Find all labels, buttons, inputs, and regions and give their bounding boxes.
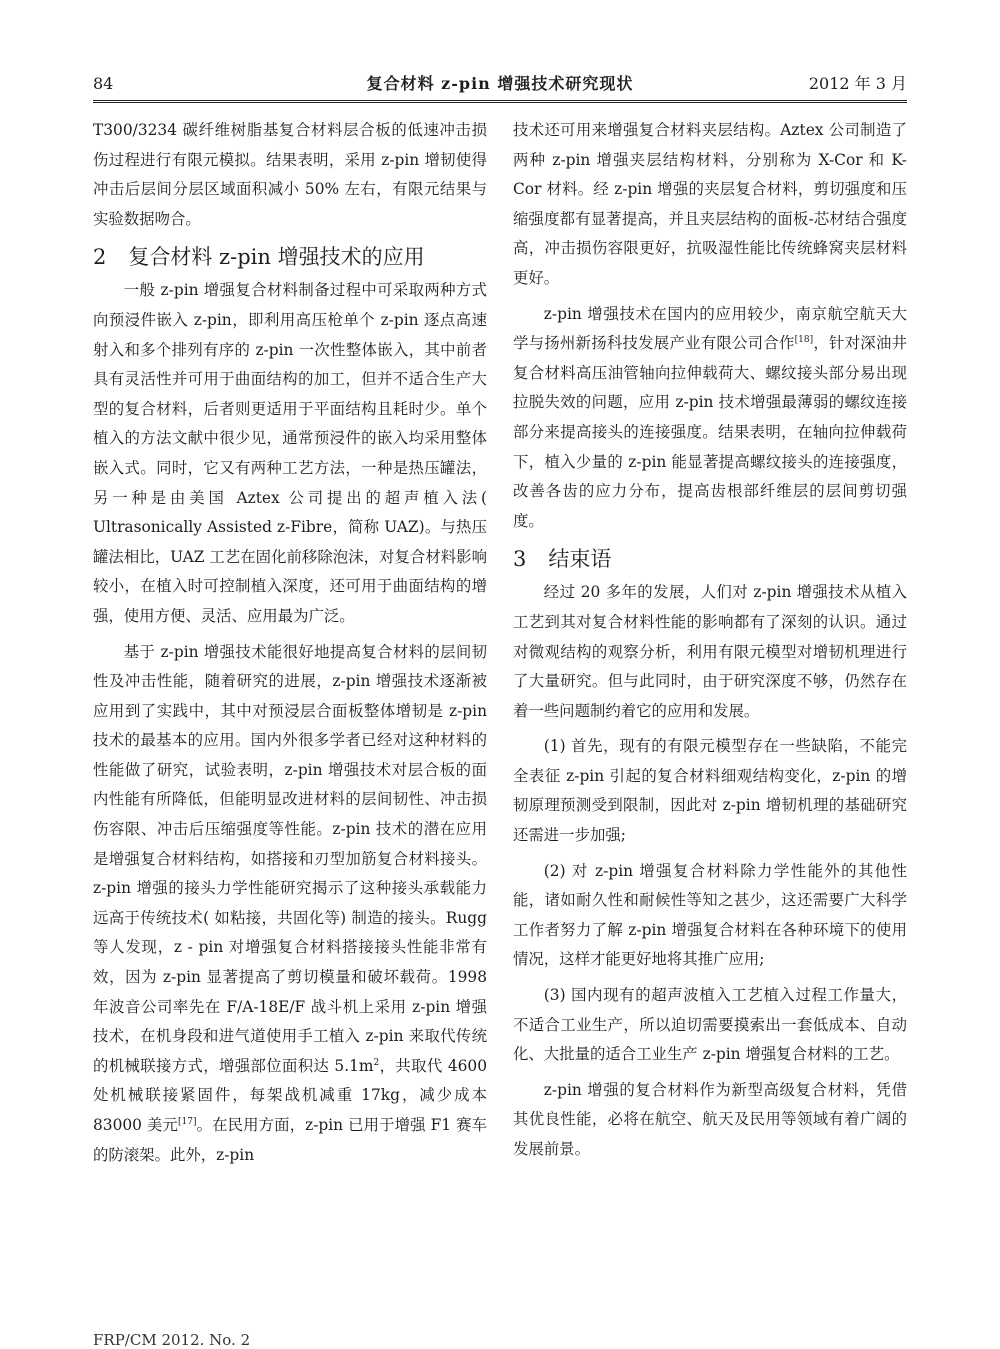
- paragraph: 经过 20 多年的发展，人们对 z-pin 增强技术从植入工艺到其对复合材料性能的影响都有了深刻的认识。通过对微观结构的观察分析，利用有限元模型对增韧机理进行了大量研究。但与此同时，由于研究深度不够，仍然存在着一些问题制约着它的应用和发展。: [513, 583, 907, 720]
- section-number: 2: [93, 245, 107, 270]
- paragraph: [93, 638, 487, 1171]
- paragraph: 一般 z-pin 增强复合材料制备过程中可采取两种方式向预浸件嵌入 z-pin，即利用高压枪单个 z-pin 逐点高速射入和多个排列有序的 z-pin 一次性整体嵌入，其中前者具有灵活性并可用于曲面结构的加工，但并不适合生产大型的复合材料，后者则更适用于平面结构且耗时少。单个植入的方法文献中很少见，通常预浸件的嵌入均采用整体嵌入式。同时，它又有两种工艺方法，一种是热压罐法，另一种是由美国 Aztex 公司提出的超声植入法( Ultrasonically Assisted z-Fibre，简称 UAZ)。与热压罐法相比，UAZ 工艺在固化前移除泡沫，对复合材料影响较小，在植入时可控制植入深度，还可用于曲面结构的增强，使用方便、灵活、应用最为广泛。: [93, 281, 487, 625]
- paragraph: (1) 首先，现有的有限元模型存在一些缺陷，不能完全表征 z-pin 引起的复合材料细观结构变化，z-pin 的增韧原理预测受到限制，因此对 z-pin 增韧机理的基础研究还需进一步加强;: [513, 737, 907, 845]
- running-title: 复合材料 z-pin 增强技术研究现状: [366, 74, 634, 93]
- text-run: ，共取代 4600 处机械联接紧固件，每架战机减重 17kg，减少成本 83000 美元: [93, 1056, 488, 1134]
- page-header: [93, 72, 907, 103]
- paragraph: [513, 300, 907, 537]
- paragraph: T300/3234 碳纤维树脂基复合材料层合板的低速冲击损伤过程进行有限元模拟。结果表明，采用 z-pin 增韧使得冲击后层间分层区域面积减小 50% 左右，有限元结果与实验数据吻合。: [93, 121, 487, 228]
- page-footer: FRP/CM 2012. No. 2: [93, 1331, 251, 1349]
- left-column: [93, 116, 487, 1176]
- section-title: 复合材料 z-pin 增强技术的应用: [128, 245, 425, 270]
- section-number: 3: [513, 547, 527, 572]
- paragraph: (3) 国内现有的超声波植入工艺植入过程工作量大，不适合工业生产，所以迫切需要摸索出一套低成本、自动化、大批量的适合工业生产 z-pin 增强复合材料的工艺。: [513, 986, 907, 1064]
- page-number: 84: [93, 74, 114, 93]
- citation-ref: [17]: [177, 1117, 197, 1127]
- superscript: 2: [373, 1057, 380, 1068]
- section-heading-3: [513, 542, 907, 576]
- right-column: [513, 116, 907, 1171]
- paragraph: (2) 对 z-pin 增强复合材料除力学性能外的其他性能，诸如耐久性和耐候性等知之甚少，这还需要广大科学工作者努力了解 z-pin 增强复合材料在各种环境下的使用情况，这样才能更好地将其推广应用;: [513, 861, 907, 969]
- text-run: 基于 z-pin 增强技术能很好地提高复合材料的层间韧性及冲击性能，随着研究的进展，z-pin 增强技术逐渐被应用到了实践中，其中对预浸层合面板整体增韧是 z-pin 技术的最基本的应用。国内外很多学者已经对这种材料的性能做了研究，试验表明，z-pin 增强技术对层合板的面内性能有所降低，但能明显改进材料的层间韧性、冲击损伤容限、冲击后压缩强度等性能。z-pin 技术的潜在应用是增强复合材料结构，如搭接和刃型加筋复合材料接头。z-pin 增强的接头力学性能研究揭示了这种接头承载能力远高于传统技术( 如粘接，共固化等) 制造的接头。Rugg 等人发现，z - pin 对增强复合材料搭接接头性能非常有效，因为 z-pin 显著提高了剪切模量和破坏载荷。1998 年波音公司率先在 F/A-18E/F 战斗机上采用 z-pin 增强技术，在机身段和进气道使用手工植入 z-pin 来取代传统的机械联接方式，增强部位面积达 5.1m: [93, 642, 487, 1075]
- text-run: ，针对深油井复合材料高压油管轴向拉伸载荷大、螺纹接头部分易出现拉脱失效的问题，应用 z-pin 技术增强最薄弱的螺纹连接部分来提高接头的连接强度。结果表明，在轴向拉伸载荷下，植入少量的 z-pin 能显著提高螺纹接头的连接强度，改善各齿的应力分布，提高齿根部纤维层的层间剪切强度。: [513, 334, 907, 530]
- paragraph: 技术还可用来增强复合材料夹层结构。Aztex 公司制造了两种 z-pin 增强夹层结构材料，分别称为 X-Cor 和 K-Cor 材料。经 z-pin 增强的夹层复合材料，剪切强度和压缩强度都有显著提高，并且夹层结构的面板-芯材结合强度高，冲击损伤容限更好，抗吸湿性能比传统蜂窝夹层材料更好。: [513, 121, 907, 287]
- section-heading-2: [93, 240, 487, 274]
- text-run: z-pin 增强技术在国内的应用较少，南京航空航天大学与扬州新扬科技发展产业有限公司合作: [513, 304, 907, 353]
- paragraph: z-pin 增强的复合材料作为新型高级复合材料，凭借其优良性能，必将在航空、航天及民用等领域有着广阔的发展前景。: [513, 1080, 907, 1158]
- text-run: 。在民用方面，z-pin 已用于增强 F1 赛车的防滚架。此外，z-pin: [93, 1116, 487, 1164]
- section-title: 结束语: [548, 547, 612, 572]
- issue-date: 2012 年 3 月: [808, 74, 907, 93]
- citation-ref: [18]: [794, 335, 814, 346]
